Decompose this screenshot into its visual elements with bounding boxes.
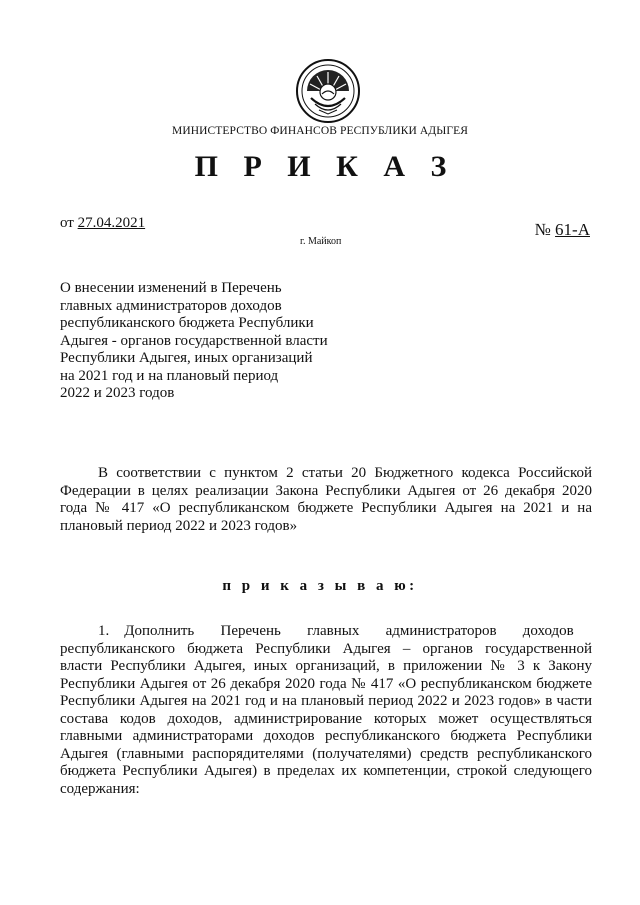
item-1-paragraph	[60, 623, 592, 798]
preamble-paragraph	[60, 465, 592, 535]
item-line: 1. Дополнить Перечень главных администраторов доходов	[98, 623, 574, 639]
preamble-line: плановый период 2022 и 2023 годов»	[60, 517, 298, 534]
preamble-line: Федерации в целях реализации Закона Республики Адыгея от 26 декабря 2020	[60, 482, 592, 499]
item-line: Республики Адыгея на 2021 год и на плановый период 2022 и 2023 годов» в части	[60, 693, 592, 709]
item-line: Адыгея (главными распорядителями (получателями) средств республиканского	[60, 745, 592, 762]
order-number	[535, 220, 590, 240]
item-line: содержания:	[60, 780, 140, 797]
date-prefix: от	[60, 215, 78, 231]
date-value: 27.04.2021	[77, 215, 146, 231]
ministry-name: МИНИСТЕРСТВО ФИНАНСОВ РЕСПУБЛИКИ АДЫГЕЯ	[172, 125, 468, 137]
subject-line: Адыгея - органов государственной власти	[60, 332, 328, 349]
document-title: П Р И К А З	[194, 150, 456, 183]
subject-line: 2022 и 2023 годов	[60, 385, 175, 401]
preamble-line: В соответствии с пунктом 2 статьи 20 Бюджетного кодекса Российской	[98, 465, 592, 481]
subject-line: Республики Адыгея, иных организаций	[60, 350, 313, 366]
city-label: г. Майкоп	[300, 236, 342, 247]
coat-of-arms-emblem	[295, 58, 361, 124]
item-line: Республики Адыгея от 26 декабря 2020 года № 417 «О республиканском бюджете	[60, 675, 592, 692]
item-line: состава кодов доходов, администрирование которых может осуществляться	[60, 710, 592, 727]
number-value: 61-А	[555, 220, 590, 239]
item-line: главными администраторами доходов республиканского бюджета Республики	[60, 728, 592, 744]
order-word: п р и к а з ы в а ю:	[222, 578, 418, 594]
subject-line: главных администраторов доходов	[60, 297, 282, 314]
order-subject	[60, 280, 350, 403]
subject-line: О внесении изменений в Перечень	[60, 280, 282, 296]
item-line: власти Республики Адыгея, иных организаций, в приложении № 3 к Закону	[60, 658, 592, 674]
order-date	[60, 215, 145, 232]
number-prefix: №	[534, 220, 556, 239]
preamble-line: года № 417 «О республиканском бюджете Республики Адыгея на 2021 и на	[60, 500, 592, 516]
item-line: республиканского бюджета Республики Адыгея – органов государственной	[60, 640, 592, 657]
item-line: бюджета Республики Адыгея) в пределах их компетенции, строкой следующего	[60, 763, 592, 779]
subject-line: республиканского бюджета Республики	[60, 315, 314, 331]
subject-line: на 2021 год и на плановый период	[60, 367, 279, 384]
